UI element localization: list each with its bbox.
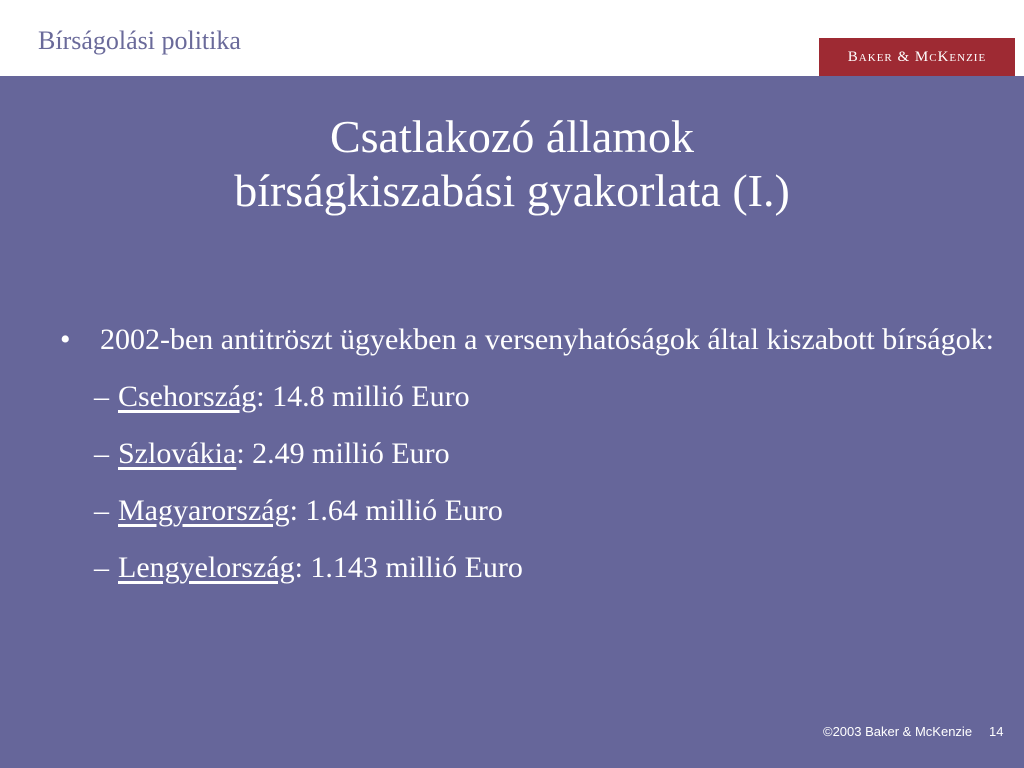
footer-copyright: ©2003 Baker & McKenzie — [823, 724, 973, 739]
sub-item-dash: – — [94, 494, 109, 527]
section-title: Bírságolási politika — [38, 26, 241, 55]
sub-item-czech — [60, 375, 1000, 419]
sub-item-dash: – — [94, 380, 109, 413]
fine-value: : 2.49 millió Euro — [236, 437, 450, 470]
country-link-slovakia[interactable]: Szlovákia — [118, 437, 237, 470]
fine-value: : 1.64 millió Euro — [289, 494, 503, 527]
slide-title-line-2: bírságkiszabási gyakorlata (I.) — [234, 165, 790, 216]
sub-item-dash: – — [94, 437, 109, 470]
slide-title-line-1: Csatlakozó államok — [329, 111, 695, 162]
bullet-text: 2002-ben antitröszt ügyekben a versenyhatóságok által kiszabott bírságok: — [100, 323, 994, 356]
fine-value: : 1.143 millió Euro — [294, 551, 523, 584]
bullet-marker: • — [60, 323, 71, 356]
slide-body — [0, 76, 1024, 768]
country-link-czech[interactable]: Csehország — [118, 380, 257, 413]
bullet-list — [60, 318, 1000, 590]
country-link-hungary[interactable]: Magyarország — [118, 494, 290, 527]
sub-item-slovakia — [60, 432, 1000, 476]
company-logo: Baker & McKenzie — [819, 38, 1015, 76]
sub-item-dash: – — [94, 551, 109, 584]
bullet-item — [60, 318, 1000, 362]
sub-item-hungary — [60, 489, 1000, 533]
sub-item-poland — [60, 546, 1000, 590]
page-number: 14 — [989, 724, 1004, 739]
slide-title — [0, 110, 1024, 218]
country-link-poland[interactable]: Lengyelország — [118, 551, 295, 584]
header-bar — [0, 0, 1024, 76]
fine-value: : 14.8 millió Euro — [256, 380, 470, 413]
